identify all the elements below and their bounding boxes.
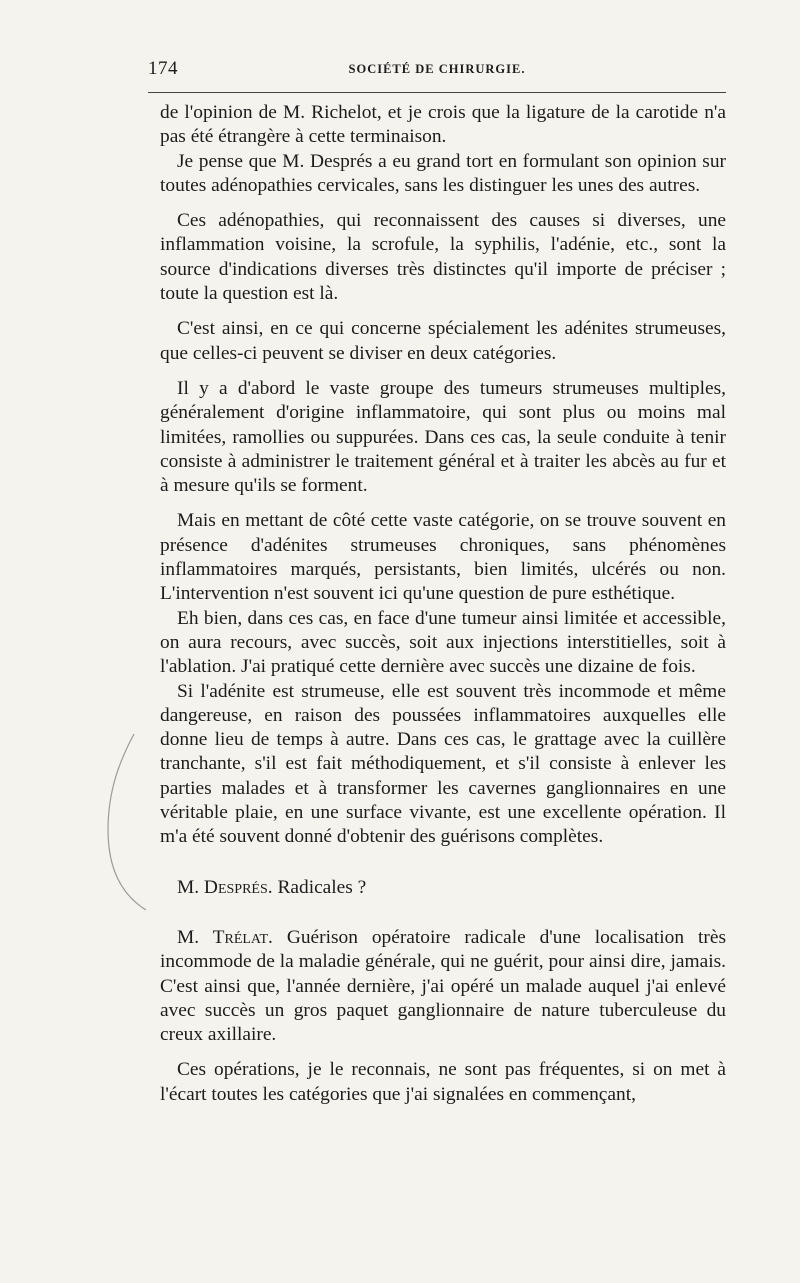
paragraph: C'est ainsi, en ce qui concerne spécialement les adénites strumeuses, que celles-ci peuvent se diviser en deux catégories. bbox=[160, 318, 726, 364]
speaker-paragraph bbox=[160, 876, 726, 900]
header-rule bbox=[148, 92, 726, 93]
page-number: 174 bbox=[148, 58, 178, 79]
speaker-name: M. Trélat. bbox=[177, 926, 273, 948]
margin-pencil-bracket-icon bbox=[100, 730, 170, 920]
speaker-text: Radicales ? bbox=[277, 876, 367, 898]
speaker-paragraph bbox=[160, 926, 726, 1047]
speaker-text: Guérison opératoire radicale d'une localisation très incommode de la maladie générale, qui ne guérit, pour ainsi dire, jamais. C'est ainsi que, l'année dernière, j'ai opéré un malade auquel j'ai enlevé avec succès un gros paquet ganglionnaire de nature tuberculeuse du creux axillaire. bbox=[160, 926, 726, 1046]
paragraph: Mais en mettant de côté cette vaste catégorie, on se trouve souvent en présence d'adénites strumeuses chroniques, sans phénomènes inflammatoires marqués, persistants, bien limités, ulcérés ou non. L'intervention n'est souvent ici qu'une question de pure esthétique. bbox=[160, 510, 726, 605]
paragraph: Eh bien, dans ces cas, en face d'une tumeur ainsi limitée et accessible, on aura recours, avec succès, soit aux injections interstitielles, soit à l'ablation. J'ai pratiqué cette dernière avec succès une dizaine de fois. bbox=[160, 607, 726, 678]
running-title: SOCIÉTÉ DE CHIRURGIE. bbox=[348, 62, 526, 76]
paragraph: Ces adénopathies, qui reconnaissent des causes si diverses, une inflammation voisine, la scrofule, la syphilis, l'adénie, etc., sont la source d'indications diverses très distinctes qu'il importe de préciser ; toute la question est là. bbox=[160, 210, 726, 305]
body-text bbox=[160, 101, 726, 1107]
speaker-name: M. Després. bbox=[177, 876, 273, 898]
paragraph: Ces opérations, je le reconnais, ne sont pas fréquentes, si on met à l'écart toutes les catégories que j'ai signalées en commençant, bbox=[160, 1059, 726, 1105]
paragraph: Si l'adénite est strumeuse, elle est souvent très incommode et même dangereuse, en raison des poussées inflammatoires auxquelles elle donne lieu de temps à autre. Dans ces cas, le grattage avec la cuillère tranchante, s'il est fait méthodiquement, et s'il consiste à enlever les parties malades et à transformer les cavernes ganglionnaires en une véritable plaie, en une surface vivante, est une excellente opération. Il m'a été souvent donné d'obtenir des guérisons complètes. bbox=[160, 680, 726, 848]
page-header bbox=[148, 58, 726, 84]
paragraph: de l'opinion de M. Richelot, et je crois que la ligature de la carotide n'a pas été étrangère à cette terminaison. bbox=[160, 102, 726, 148]
paragraph: Il y a d'abord le vaste groupe des tumeurs strumeuses multiples, généralement d'origine inflammatoire, qui sont plus ou moins mal limitées, ramollies ou suppurées. Dans ces cas, la seule conduite à tenir consiste à administrer le traitement général et à traiter les abcès au fur et à mesure qu'ils se forment. bbox=[160, 377, 726, 497]
paragraph: Je pense que M. Després a eu grand tort en formulant son opinion sur toutes adénopathies cervicales, sans les distinguer les unes des autres. bbox=[160, 150, 726, 196]
